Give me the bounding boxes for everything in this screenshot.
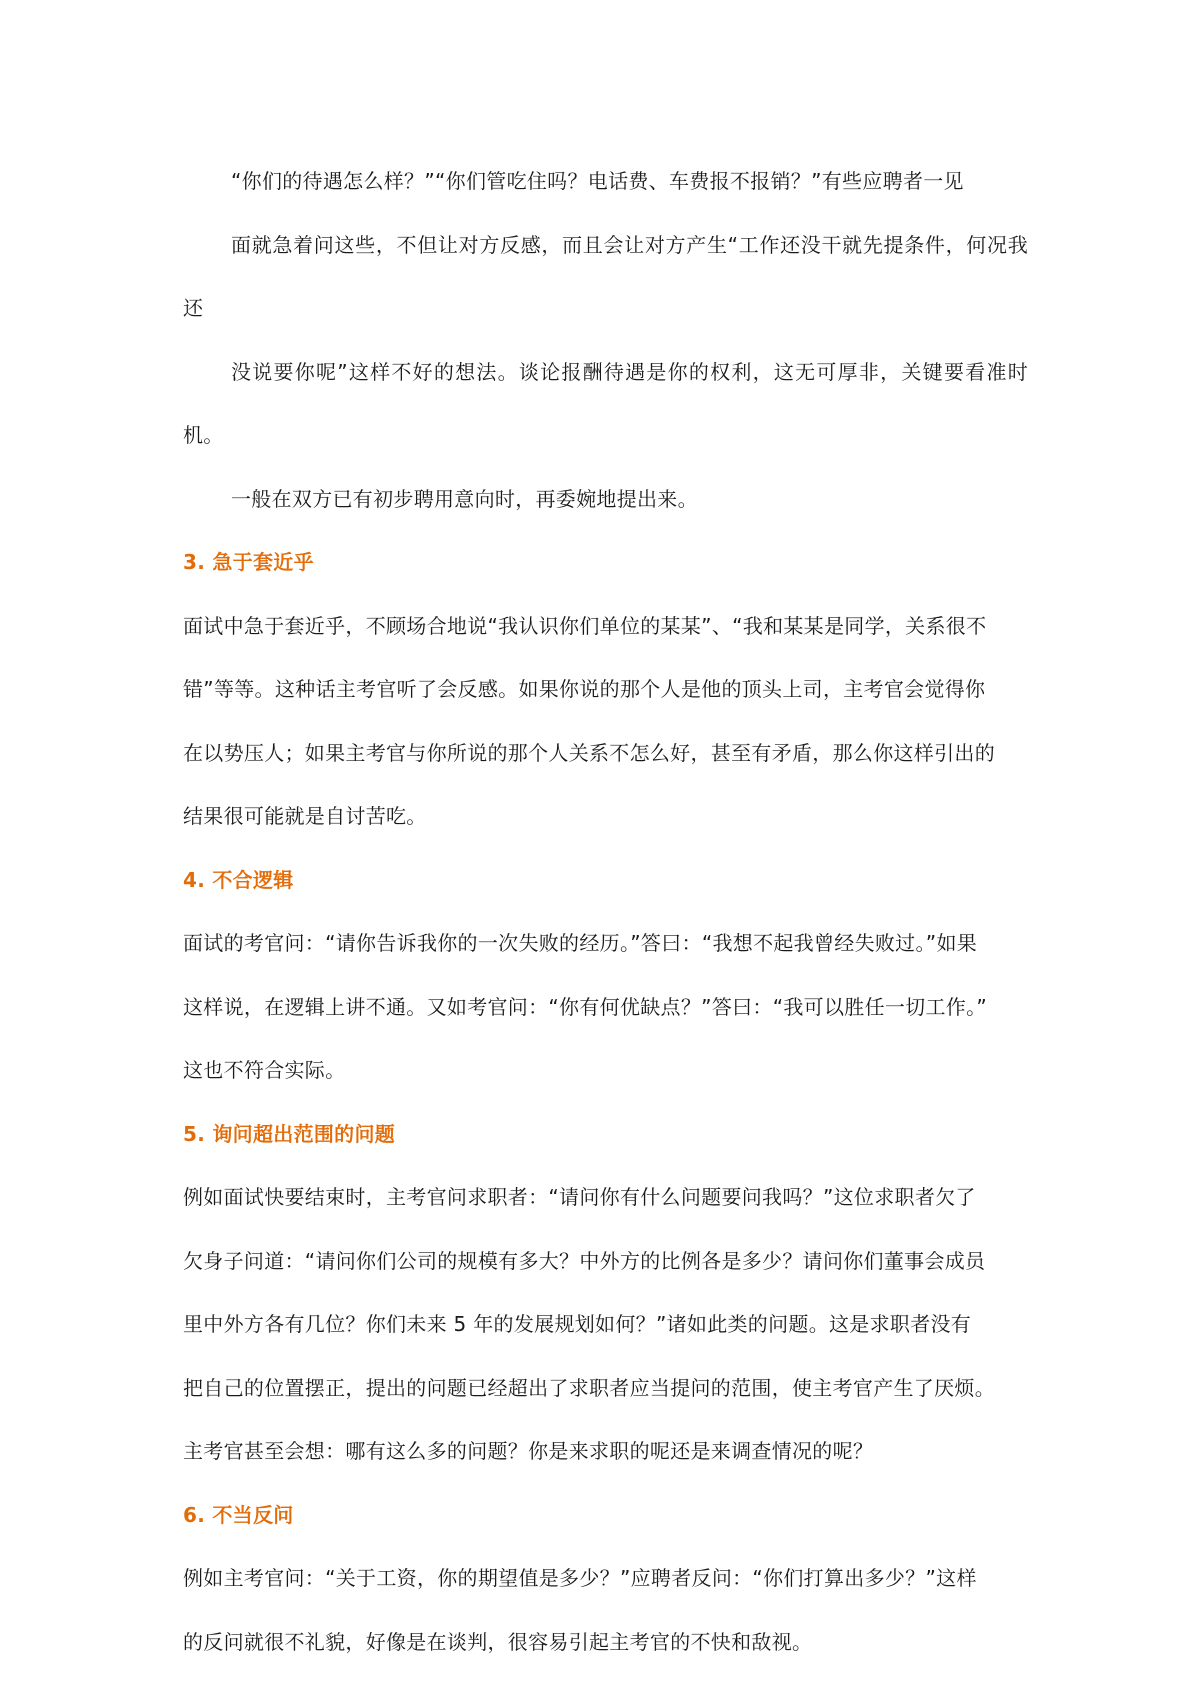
text-line: 这样说，在逻辑上讲不通。又如考官问：“你有何优缺点？”答曰：“我可以胜任一切工作。”	[183, 994, 988, 1019]
section-4	[183, 849, 1028, 1103]
text-line: 把自己的位置摆正，提出的问题已经超出了求职者应当提问的范围，使主考官产生了厌烦。	[183, 1375, 995, 1400]
section-heading: 6. 不当反问	[183, 1502, 294, 1527]
text-line: 面就急着问这些，不但让对方反感，而且会让对方产生“工作还没干就先提条件，何况我还	[183, 232, 1028, 320]
text-line: 例如主考官问：“关于工资，你的期望值是多少？”应聘者反问：“你们打算出多少？”这样	[183, 1566, 977, 1590]
section-paragraph	[183, 1547, 1028, 1674]
section-heading: 3. 急于套近乎	[183, 550, 314, 574]
text-line: 主考官甚至会想：哪有这么多的问题？你是来求职的呢还是来调查情况的呢？	[183, 1439, 874, 1463]
text-line: 一般在双方已有初步聘用意向时，再委婉地提出来。	[231, 486, 698, 511]
text-line: 结果很可能就是自讨苦吃。	[183, 804, 427, 828]
section-paragraph	[183, 912, 1028, 1103]
section-paragraph	[183, 595, 1028, 849]
text-line: “你们的待遇怎么样？”“你们管吃住吗？电话费、车费报不报销？”有些应聘者一见	[231, 169, 964, 193]
section-6	[183, 1484, 1028, 1675]
section-3	[183, 531, 1028, 849]
section-paragraph	[183, 1166, 1028, 1484]
text-line: 面试中急于套近乎，不顾场合地说“我认识你们单位的某某”、“我和某某是同学，关系很不	[183, 613, 987, 638]
text-line: 里中外方各有几位？你们未来 5 年的发展规划如何？”诸如此类的问题。这是求职者没有	[183, 1312, 972, 1336]
text-line: 的反问就很不礼貌，好像是在谈判，很容易引起主考官的不快和敌视。	[183, 1629, 813, 1654]
text-line: 在以势压人；如果主考官与你所说的那个人关系不怎么好，甚至有矛盾，那么你这样引出的	[183, 740, 995, 765]
section-heading: 5. 询问超出范围的问题	[183, 1121, 396, 1146]
text-line: 欠身子问道：“请问你们公司的规模有多大？中外方的比例各是多少？请问你们董事会成员	[183, 1248, 986, 1273]
text-line: 例如面试快要结束时，主考官问求职者：“请问你有什么问题要问我吗？”这位求职者欠了	[183, 1185, 976, 1209]
text-line: 这也不符合实际。	[183, 1058, 346, 1082]
text-line: 没说要你呢”这样不好的想法。谈论报酬待遇是你的权利，这无可厚非，关键要看准时机。	[183, 359, 1028, 447]
intro-paragraph	[183, 150, 1028, 531]
text-line: 错”等等。这种话主考官听了会反感。如果你说的那个人是他的顶头上司，主考官会觉得你	[183, 677, 986, 701]
document-page	[183, 150, 1028, 1674]
text-line: 面试的考官问：“请你告诉我你的一次失败的经历。”答曰：“我想不起我曾经失败过。”如果	[183, 931, 978, 955]
section-5	[183, 1103, 1028, 1484]
section-heading: 4. 不合逻辑	[183, 867, 294, 892]
